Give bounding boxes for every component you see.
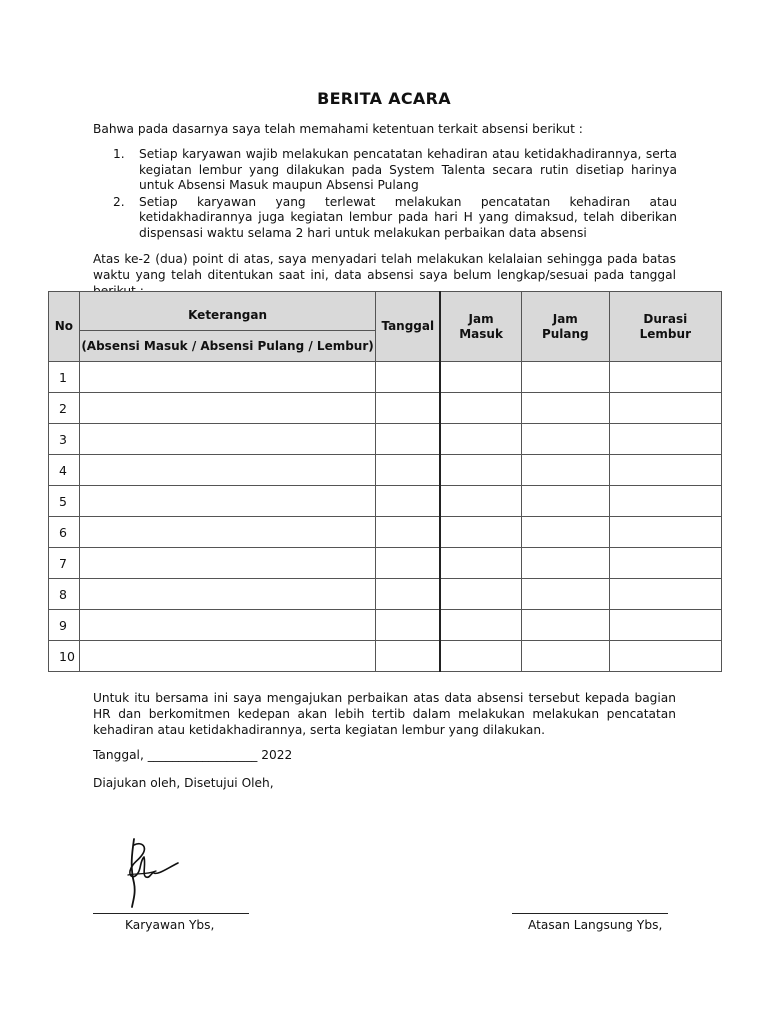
durasi-lembur-cell [609, 548, 721, 579]
tanggal-cell [376, 362, 440, 393]
submitted-approved-line: Diajukan oleh, Disetujui Oleh, [93, 776, 274, 790]
tanggal-cell [376, 610, 440, 641]
list-item-number: 1. [113, 147, 125, 161]
table-row [49, 548, 722, 579]
jam-masuk-cell [440, 641, 521, 672]
table-row [49, 579, 722, 610]
row-number: 2 [49, 393, 80, 424]
jam-pulang-cell [521, 517, 609, 548]
jam-masuk-cell [440, 424, 521, 455]
row-number: 10 [49, 641, 80, 672]
list-item [110, 147, 677, 194]
list-item-text: Setiap karyawan wajib melakukan pencatatan kehadiran atau ketidakhadirannya, serta kegiatan lembur yang dilakukan pada System Talenta secara rutin disetiap harinya untuk Absensi Masuk maupun Absensi Pulang [139, 147, 677, 192]
header-tanggal: Tanggal [376, 292, 440, 362]
tanggal-cell [376, 486, 440, 517]
row-number: 5 [49, 486, 80, 517]
jam-pulang-cell [521, 579, 609, 610]
keterangan-cell [79, 424, 376, 455]
handwritten-signature [120, 835, 190, 910]
jam-masuk-cell [440, 579, 521, 610]
jam-pulang-cell [521, 455, 609, 486]
durasi-lembur-cell [609, 486, 721, 517]
intro-paragraph: Bahwa pada dasarnya saya telah memahami ketentuan terkait absensi berikut : [93, 122, 583, 136]
jam-masuk-cell [440, 486, 521, 517]
jam-pulang-cell [521, 393, 609, 424]
jam-pulang-cell [521, 486, 609, 517]
jam-pulang-cell [521, 610, 609, 641]
row-number: 9 [49, 610, 80, 641]
table-row [49, 517, 722, 548]
row-number: 4 [49, 455, 80, 486]
date-line: Tanggal, __________________ 2022 [93, 748, 293, 762]
keterangan-cell [79, 362, 376, 393]
keterangan-cell [79, 610, 376, 641]
jam-masuk-cell [440, 517, 521, 548]
durasi-lembur-cell [609, 455, 721, 486]
jam-masuk-cell [440, 362, 521, 393]
tanggal-cell [376, 579, 440, 610]
header-keterangan: Keterangan [79, 292, 376, 331]
durasi-lembur-cell [609, 362, 721, 393]
table-row [49, 486, 722, 517]
table-row [49, 455, 722, 486]
tanggal-cell [376, 548, 440, 579]
keterangan-cell [79, 455, 376, 486]
table-row [49, 641, 722, 672]
signature-line-employee [93, 913, 249, 914]
tanggal-cell [376, 455, 440, 486]
jam-masuk-cell [440, 393, 521, 424]
header-jam-pulang: Jam Pulang [521, 292, 609, 362]
tanggal-cell [376, 393, 440, 424]
row-number: 7 [49, 548, 80, 579]
durasi-lembur-cell [609, 517, 721, 548]
jam-pulang-cell [521, 641, 609, 672]
attendance-table [48, 291, 722, 672]
tanggal-cell [376, 641, 440, 672]
durasi-lembur-cell [609, 579, 721, 610]
table-row [49, 610, 722, 641]
keterangan-cell [79, 579, 376, 610]
durasi-lembur-cell [609, 641, 721, 672]
header-keterangan-sub: (Absensi Masuk / Absensi Pulang / Lembur) [79, 331, 376, 362]
keterangan-cell [79, 517, 376, 548]
jam-masuk-cell [440, 610, 521, 641]
employee-signature-label: Karyawan Ybs, [125, 918, 215, 932]
closing-paragraph: Untuk itu bersama ini saya mengajukan perbaikan atas data absensi tersebut kepada bagian HR dan berkomitmen kedepan akan lebih tertib dalam melakukan melakukan pencatatan kehadiran atau ketidakhadirannya, serta kegiatan lembur yang dilakukan. [93, 691, 676, 737]
keterangan-cell [79, 486, 376, 517]
table-row [49, 393, 722, 424]
jam-pulang-cell [521, 424, 609, 455]
list-item-number: 2. [113, 194, 125, 209]
row-number: 6 [49, 517, 80, 548]
supervisor-signature-label: Atasan Langsung Ybs, [528, 918, 663, 932]
row-number: 3 [49, 424, 80, 455]
tanggal-cell [376, 424, 440, 455]
keterangan-cell [79, 641, 376, 672]
jam-pulang-cell [521, 548, 609, 579]
durasi-lembur-cell [609, 610, 721, 641]
tanggal-cell [376, 517, 440, 548]
table-row [49, 362, 722, 393]
keterangan-cell [79, 393, 376, 424]
list-item-text: Setiap karyawan yang terlewat melakukan pencatatan kehadiran atau ketidakhadirannya juga kegiatan lembur pada hari H yang dimaksud, telah diberikan dispensasi waktu selama 2 hari untuk melakukan perbaikan data absensi [139, 194, 677, 240]
keterangan-cell [79, 548, 376, 579]
list-item [110, 195, 677, 242]
header-no: No [49, 292, 80, 362]
header-jam-masuk: Jam Masuk [440, 292, 521, 362]
durasi-lembur-cell [609, 393, 721, 424]
table-body [49, 362, 722, 672]
row-number: 8 [49, 579, 80, 610]
document-title: BERITA ACARA [317, 89, 451, 108]
jam-masuk-cell [440, 455, 521, 486]
after-points-paragraph: Atas ke-2 (dua) point di atas, saya menyadari telah melakukan kelalaian sehingga pada batas waktu yang telah ditentukan saat ini, data absensi saya belum lengkap/sesuai pada tanggal [93, 252, 676, 282]
durasi-lembur-cell [609, 424, 721, 455]
points-list [110, 147, 677, 242]
signature-line-supervisor [512, 913, 668, 914]
header-durasi-lembur: Durasi Lembur [609, 292, 721, 362]
jam-pulang-cell [521, 362, 609, 393]
row-number: 1 [49, 362, 80, 393]
table-row [49, 424, 722, 455]
jam-masuk-cell [440, 548, 521, 579]
